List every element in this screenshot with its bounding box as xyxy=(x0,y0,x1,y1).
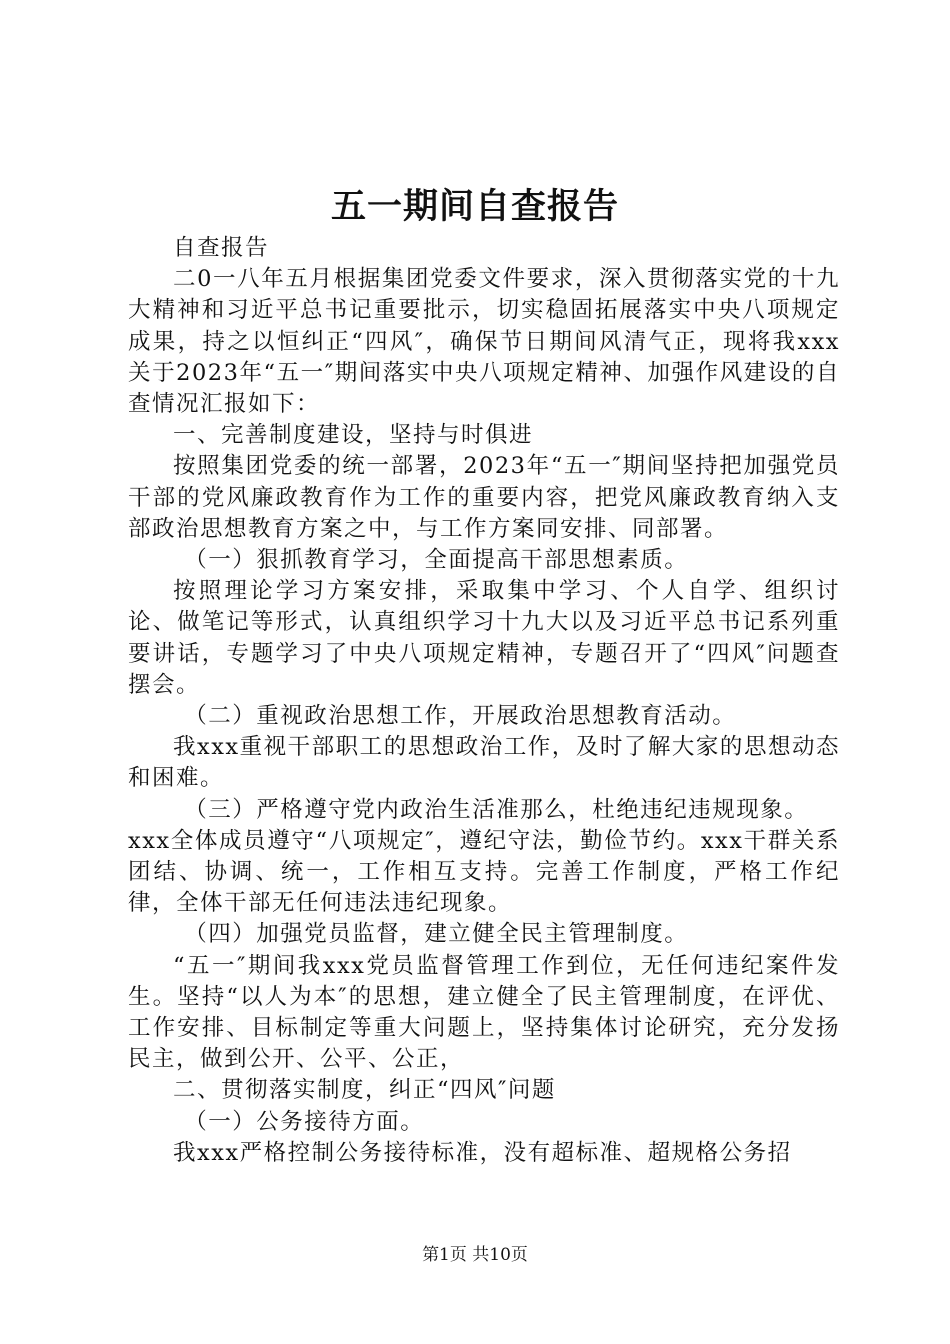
paragraph: 按照集团党委的统一部署，2023年“五一″期间坚持把加强党员干部的党风廉政教育作为工作的重要内容，把党风廉政教育纳入支部政治思想教育方案之中，与工作方案同安排、同部署。 xyxy=(128,453,840,542)
subsection-heading: （一）狠抓教育学习，全面提高干部思想素质。 xyxy=(184,547,689,574)
paragraph-intro: 二0一八年五月根据集团党委文件要求，深入贯彻落实党的十九大精神和习近平总书记重要批示，切实稳固拓展落实中央八项规定成果，持之以恒纠正“四风″，确保节日期间风清气正，现将我xxx关于2023年“五一″期间落实中央八项规定精神、加强作风建设的自查情况汇报如下： xyxy=(128,266,840,418)
paragraph: 我xxx重视干部职工的思想政治工作，及时了解大家的思想动态和困难。 xyxy=(128,734,840,792)
paragraph: xxx全体成员遵守“八项规定″，遵纪守法，勤俭节约。xxx干群关系团结、协调、统一，工作相互支持。完善工作制度，严格工作纪律，全体干部无任何违法违纪现象。 xyxy=(128,827,840,917)
section-heading-1: 一、完善制度建设，坚持与时俱进 xyxy=(173,422,534,449)
document-body xyxy=(128,233,840,1169)
subsection-heading: （四）加强党员监督，建立健全民主管理制度。 xyxy=(184,921,689,948)
paragraph: 我xxx严格控制公务接待标准，没有超标准、超规格公务招 xyxy=(173,1139,792,1166)
paragraph-heading-label: 自查报告 xyxy=(173,235,270,261)
paragraph: “五一″期间我xxx党员监督管理工作到位，无任何违纪案件发生。坚持“以人为本″的思想，建立健全了民主管理制度，在评优、工作安排、目标制定等重大问题上，坚持集体讨论研究，充分发扬民主，做到公开、公平、公正， xyxy=(128,952,840,1073)
subsection-heading: （二）重视政治思想工作，开展政治思想教育活动。 xyxy=(184,703,737,730)
paragraph: 按照理论学习方案安排，采取集中学习、个人自学、组织讨论、做笔记等形式，认真组织学习十九大以及习近平总书记系列重要讲话，专题学习了中央八项规定精神，专题召开了“四风″问题查摆会。 xyxy=(128,578,840,698)
section-heading-2: 二、贯彻落实制度，纠正“四风″问题 xyxy=(173,1077,556,1104)
subsection-heading: （一）公务接待方面。 xyxy=(184,1108,425,1135)
document-title: 五一期间自查报告 xyxy=(330,186,619,227)
page-footer: 第1页 共10页 xyxy=(422,1245,528,1265)
subsection-heading: （三）严格遵守党内政治生活准那么，杜绝违纪违规现象。 xyxy=(184,796,809,823)
